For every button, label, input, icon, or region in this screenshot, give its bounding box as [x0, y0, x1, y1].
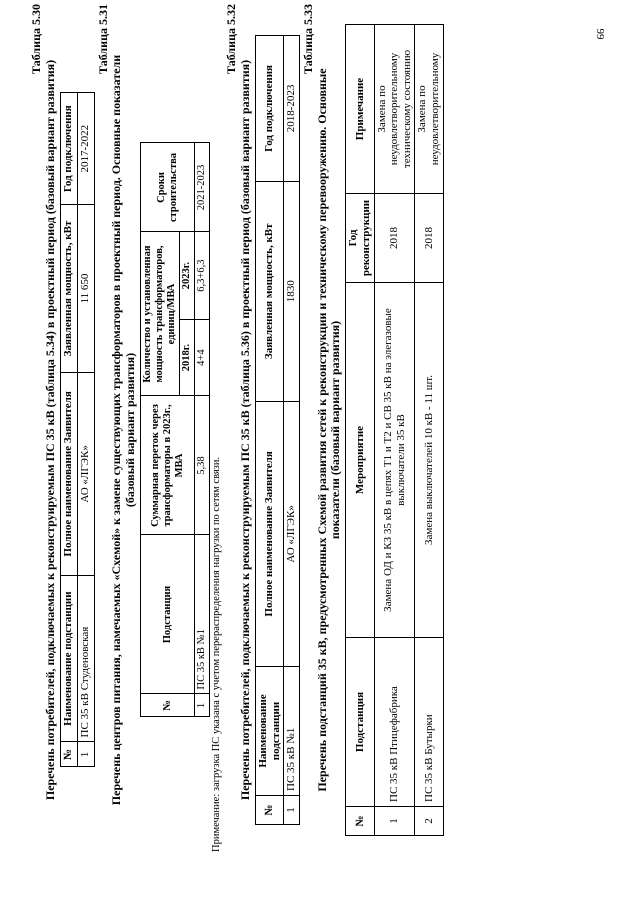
table-5-32-block — [225, 0, 300, 860]
header-cell: Заявленная мощность, кВт — [60, 204, 77, 372]
header-cell: 2018г. — [180, 319, 195, 396]
table-cell: 1 — [284, 796, 300, 825]
header-cell: Полное наименование Заявителя — [255, 401, 283, 666]
table-cell: 2018 — [415, 194, 443, 283]
table-cell: 6,3+6,3 — [195, 232, 210, 319]
table-row — [374, 25, 415, 836]
table-cell: 1 — [77, 742, 94, 767]
header-cell: Примечание — [346, 25, 374, 194]
header-cell: Год подключения — [255, 36, 283, 182]
header-cell: № — [140, 694, 194, 717]
header-cell: Подстанция — [140, 535, 194, 694]
header-cell: Год подключения — [60, 93, 77, 204]
header-cell: Наименование подстанции — [60, 575, 77, 742]
table-5-30 — [60, 93, 95, 768]
table-5-31-block — [97, 0, 224, 860]
table-cell: 2018 — [374, 194, 415, 283]
table-cell: 2 — [415, 807, 443, 836]
header-cell: Мероприятие — [346, 283, 374, 638]
table-cell: ПС 35 кВ №1 — [195, 535, 210, 694]
table-cell: АО «ЛГЭК» — [284, 401, 300, 666]
table-cell: Замена по неудовлетворительному — [415, 25, 443, 194]
table-cell: Замена по неудовлетворительному техническому состоянию — [374, 25, 415, 194]
table-cell: Замена ОД и КЗ 35 кВ в цепях Т1 и Т2 и СВ 35 кВ на элегазовые выключатели 35 кВ — [374, 283, 415, 638]
table-cell: 2021-2023 — [195, 143, 210, 232]
table-cell: 2018-2023 — [284, 36, 300, 182]
table-5-33-block — [302, 0, 444, 860]
table-row — [415, 25, 443, 836]
table-cell: ПС 35 кВ №1 — [284, 667, 300, 796]
table-5-31-title: Перечень центров питания, намечаемых «Схемой» к замене существующих трансформаторов в проектный период. Основные показатели (базовый вариант развития) — [109, 54, 138, 806]
table-5-33 — [345, 24, 443, 836]
header-cell: Подстанция — [346, 638, 374, 807]
table-cell: 2017-2022 — [77, 93, 94, 204]
table-5-32 — [255, 35, 300, 825]
table-5-30-block — [30, 0, 95, 860]
table-5-31-note: Примечание: загрузка ПС указана с учетом перераспределения нагрузки по сетям связи. — [211, 456, 223, 852]
table-5-31-label: Таблица 5.31 — [95, 4, 110, 74]
table-cell: 11 650 — [77, 204, 94, 372]
table-5-33-title: Перечень подстанций 35 кВ, предусмотренных Схемой развития сетей к реконструкции и техническому перевооружению. Основные показатели (базовый вариант развития) — [314, 68, 343, 792]
table-5-32-label: Таблица 5.32 — [224, 4, 239, 74]
table-5-31 — [140, 143, 210, 718]
table-5-33-label: Таблица 5.33 — [300, 4, 315, 74]
table-cell: ПС 35 кВ Студеновская — [77, 575, 94, 742]
header-cell: Год реконструкции — [346, 194, 374, 283]
table-cell: 1 — [374, 807, 415, 836]
header-cell: Полное наименование Заявителя — [60, 373, 77, 576]
table-header-row — [346, 25, 374, 836]
table-cell: 5,38 — [195, 396, 210, 535]
table-cell: 1 — [195, 694, 210, 717]
rotated-page-content — [30, 0, 630, 860]
table-5-32-title: Перечень потребителей, подключаемых к реконструируемым ПС 35 кВ (таблица 5.36) в проектный период (базовый вариант развития) — [238, 59, 253, 801]
table-header-row — [140, 143, 179, 717]
header-cell: Заявленная мощность, кВт — [255, 181, 283, 401]
page-number: 99 — [594, 28, 606, 40]
header-cell: 2023г. — [180, 232, 195, 319]
table-cell: ПС 35 кВ Бутырки — [415, 638, 443, 807]
header-cell: № — [346, 807, 374, 836]
table-cell: 4+4 — [195, 319, 210, 396]
header-cell: Количество и установленная мощность трансформаторов, единиц/МВА — [140, 232, 179, 396]
header-cell: Суммарная переток через трансформаторы в 2023г., МВА — [140, 396, 194, 535]
table-header-row — [60, 93, 77, 767]
table-cell: Замена выключателей 10 кВ - 11 шт. — [415, 283, 443, 638]
table-row — [195, 143, 210, 717]
header-cell: Сроки строительства — [140, 143, 194, 232]
header-cell: № — [255, 796, 283, 825]
header-cell: Наименование подстанции — [255, 667, 283, 796]
table-row — [77, 93, 94, 767]
table-header-row — [255, 36, 283, 825]
table-cell: АО «ЛГЭК» — [77, 373, 94, 576]
table-5-30-label: Таблица 5.30 — [29, 4, 43, 74]
table-cell: ПС 35 кВ Птицефабрика — [374, 638, 415, 807]
table-5-30-title: Перечень потребителей, подключаемых к реконструируемым ПС 35 кВ (таблица 5.34) в проектный период (базовый вариант развития) — [42, 59, 57, 801]
table-row — [284, 36, 300, 825]
header-cell: № — [60, 742, 77, 767]
table-cell: 1830 — [284, 181, 300, 401]
